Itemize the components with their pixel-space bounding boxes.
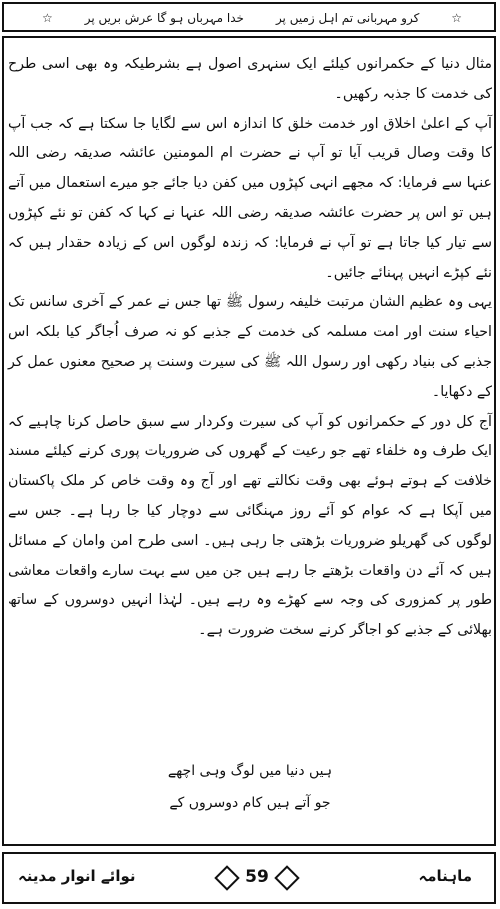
paragraph-2: آپ کے اعلیٰ اخلاق اور خدمت خلق کا اندازہ اس سے لگایا جا سکتا ہے کہ جب آپ کا وقت وصال قریب آیا تو آپ نے حضرت ام المومنین عائشہ صدیقہ رضی اللہ عنہا سے فرمایا: کہ مجھے انہی کپڑوں میں کفن دیا جائے جو میرے استعمال میں آتے ہیں تو اس پر حضرت عائشہ صدیقہ رضی اللہ عنہا نے کہا کہ کفن تو نئے کپڑوں سے تیار کیا جاتا ہے تو آپ نے فرمایا: کہ زندہ لوگوں اس کے زیادہ حقدار ہیں کہ نئے کپڑے انہیں پہنائے جائیں۔ [8, 115, 492, 281]
footer-magazine-name: نوائے انوار مدینہ [18, 867, 136, 885]
paragraph-3: یہی وہ عظیم الشان مرتبت خلیفہ رسول ﷺ تھا جس نے عمر کے آخری سانس تک احیاء سنت اور امت مسلمہ کی خدمت کے جذبے کو نہ صرف اُجاگر کیا بلکہ اس جذبے کی بنیاد رکھی اور رسول اللہ ﷺ کی سیرت وسنت پر صحیح معنوں عمل کر کے دکھایا۔ [8, 294, 492, 400]
page-number: 59 [232, 863, 282, 891]
paragraph-4: آج کل دور کے حکمرانوں کو آپ کی سیرت وکردار سے سبق حاصل کرنا چاہیے کہ ایک طرف وہ خلفاء تھے جو رعیت کے گھروں کی ضروریات پوری کرنے کیلئے مسند خلافت کے ہوتے ہوئے بھی وقت نکالتے تھے اور آج وہ وقت خاص کر ملک پاکستان میں آپکا ہے کہ عوام کو آئے روز مہنگائی سے دوچار کیا جا رہا ہے۔ جس سے لوگوں کی گھریلو ضروریات بڑھتی جا رہی ہیں۔ اسی طرح امن وامان کے مسائل ہیں کہ آئے دن واقعات بڑھتے جا رہے ہیں جن میں سے بہت سارے واقعات معاشی طور پر کمزوری کی وجہ سے کھڑے وہ رہے ہیں۔ لہٰذا انہیں دوسروں کے ساتھ بھلائی کے جذبے کو اجاگر کرنے سخت ضرورت ہے۔ [8, 413, 492, 639]
footer-monthly-label: ماہنامہ [418, 867, 472, 885]
verse-line-2: جو آتے ہیں کام دوسروں کے [169, 795, 331, 811]
header-text-right: کرو مہربانی تم اہل زمیں پر [275, 11, 420, 25]
header-star-right: ☆ [451, 11, 462, 25]
header-star-left: ☆ [42, 11, 53, 25]
header-couplet [42, 7, 462, 29]
verse-line-1: ہیں دنیا میں لوگ وہی اچھے [167, 763, 333, 779]
page-header [2, 2, 496, 32]
page-footer [2, 852, 496, 904]
article-body [8, 50, 492, 646]
paragraph-1: مثال دنیا کے حکمرانوں کیلئے ایک سنہری اصول ہے بشرطیکہ وہ بھی اسی طرح کی خدمت کا جذبہ رکھیں۔ [8, 56, 492, 102]
header-text-left: خدا مہرباں ہو گا عرش بریں پر [84, 11, 244, 25]
